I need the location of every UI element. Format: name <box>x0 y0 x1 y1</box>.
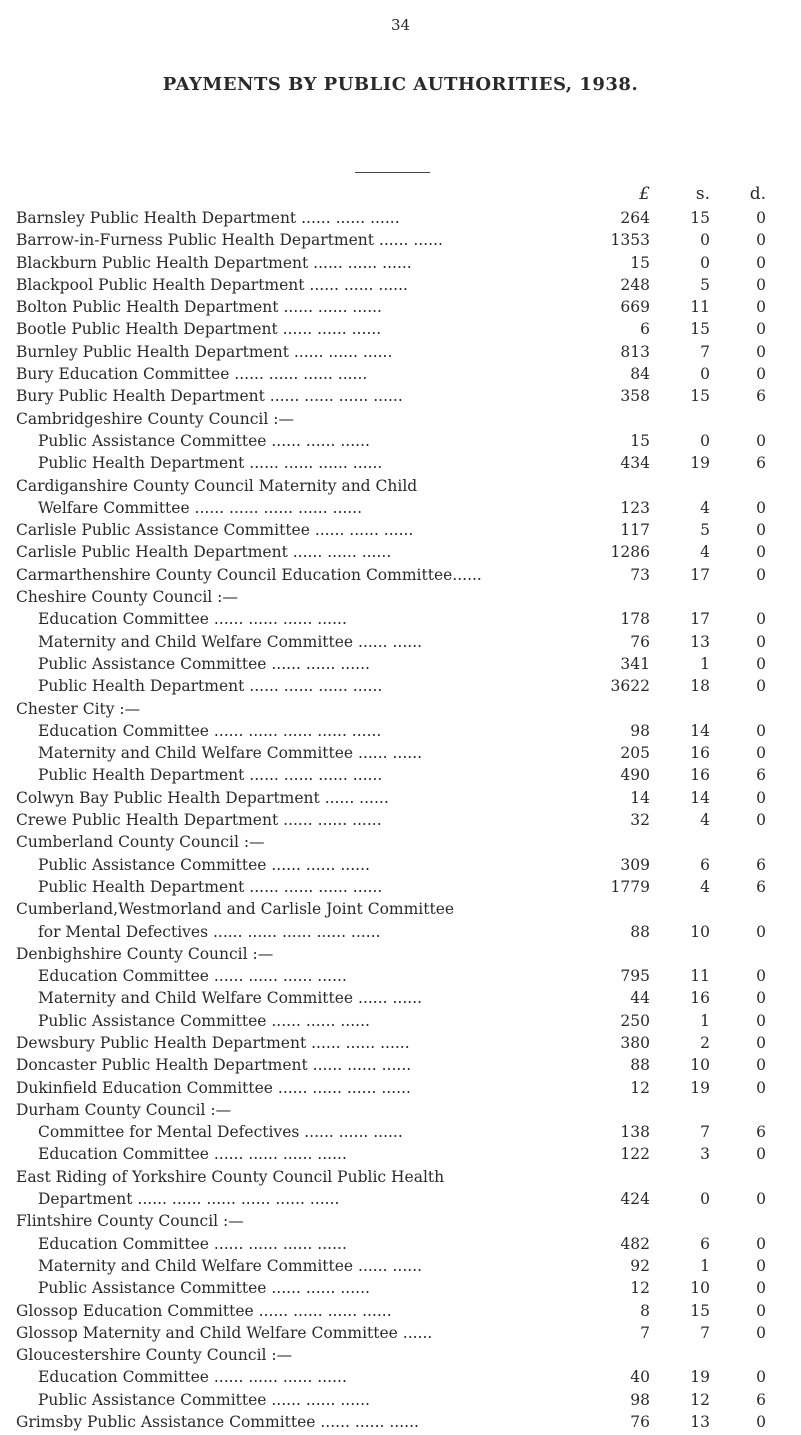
table-row <box>0 856 801 878</box>
shillings-value: 7 <box>700 1123 710 1142</box>
pence-value: 6 <box>756 1123 766 1142</box>
pounds-value: 44 <box>630 989 650 1008</box>
table-row <box>0 477 801 499</box>
payment-authority-label: Public Health Department ...... ...... ...... ...... <box>38 454 383 473</box>
table-row <box>0 1413 801 1435</box>
pounds-value: 1779 <box>610 877 650 896</box>
payment-authority-label: Doncaster Public Health Department ...... ...... ...... <box>16 1056 412 1075</box>
shillings-value: 19 <box>690 454 710 473</box>
shillings-value: 0 <box>700 253 710 272</box>
pounds-value: 358 <box>620 387 650 406</box>
pence-value: 0 <box>756 365 766 384</box>
pounds-value: 122 <box>620 1145 650 1164</box>
table-row <box>0 1391 801 1413</box>
table-row <box>0 410 801 432</box>
pounds-value: 32 <box>630 811 650 830</box>
pounds-value: 380 <box>620 1033 650 1052</box>
table-row <box>0 967 801 989</box>
pounds-value: 15 <box>630 431 650 450</box>
pounds-value: 813 <box>620 342 650 361</box>
page-number: 34 <box>390 16 411 34</box>
pounds-value: 12 <box>630 1078 650 1097</box>
pence-value: 0 <box>756 677 766 696</box>
shillings-value: 0 <box>700 431 710 450</box>
payment-authority-label: East Riding of Yorkshire County Council Public Health <box>16 1167 445 1186</box>
shillings-value: 0 <box>700 1190 710 1209</box>
payment-authority-label: Public Assistance Committee ...... ...... ...... <box>38 1011 370 1030</box>
payment-authority-label: Department ...... ...... ...... ...... ...... ...... <box>38 1190 340 1209</box>
pence-value: 0 <box>756 1413 766 1432</box>
shillings-value: 18 <box>690 677 710 696</box>
table-row <box>0 633 801 655</box>
table-row <box>0 454 801 476</box>
payment-authority-label: Bootle Public Health Department ...... ...... ...... <box>16 320 382 339</box>
shillings-value: 0 <box>700 365 710 384</box>
payment-authority-label: Bolton Public Health Department ...... ...... ...... <box>16 298 382 317</box>
shillings-value: 15 <box>690 320 710 339</box>
shillings-value: 6 <box>700 855 710 874</box>
payment-authority-label: Denbighshire County Council :— <box>16 944 274 963</box>
pence-value: 0 <box>756 275 766 294</box>
table-row <box>0 744 801 766</box>
table-row <box>0 343 801 365</box>
shillings-value: 10 <box>690 1056 710 1075</box>
table-row <box>0 432 801 454</box>
payment-authority-label: Chester City :— <box>16 699 141 718</box>
payment-authority-label: Maternity and Child Welfare Committee ...... ...... <box>38 744 423 763</box>
table-row <box>0 276 801 298</box>
pence-value: 0 <box>756 1033 766 1052</box>
pence-value: 0 <box>756 1256 766 1275</box>
pounds-value: 14 <box>630 788 650 807</box>
shillings-value: 7 <box>700 342 710 361</box>
pence-value: 6 <box>756 766 766 785</box>
shillings-value: 15 <box>690 209 710 227</box>
payment-authority-label: Public Assistance Committee ...... ...... ...... <box>38 855 370 874</box>
payment-authority-label: Education Committee ...... ...... ...... ...... <box>38 1368 347 1387</box>
payment-authority-label: Dukinfield Education Committee ...... ...... ...... ...... <box>16 1078 411 1097</box>
table-row <box>0 1101 801 1123</box>
pence-value: 0 <box>756 1301 766 1320</box>
pence-value: 0 <box>756 1145 766 1164</box>
table-row <box>0 1079 801 1101</box>
payment-authority-label: Maternity and Child Welfare Committee ...... ...... <box>38 1256 423 1275</box>
pence-value: 0 <box>756 521 766 540</box>
shillings-column-header: s. <box>695 184 710 204</box>
payment-authority-label: Cheshire County Council :— <box>16 588 238 607</box>
table-row <box>0 1012 801 1034</box>
shillings-value: 11 <box>690 298 710 317</box>
table-row <box>0 722 801 744</box>
pence-value: 0 <box>756 989 766 1008</box>
shillings-value: 16 <box>690 989 710 1008</box>
payment-authority-label: Public Health Department ...... ...... ...... ...... <box>38 766 383 785</box>
shillings-value: 13 <box>690 1413 710 1432</box>
shillings-value: 10 <box>690 922 710 941</box>
payment-authority-label: Blackpool Public Health Department ...... ...... ...... <box>16 275 408 294</box>
pence-value: 6 <box>756 855 766 874</box>
table-row <box>0 1324 801 1346</box>
shillings-value: 4 <box>700 877 710 896</box>
pence-value: 0 <box>756 565 766 584</box>
shillings-value: 16 <box>690 744 710 763</box>
pence-value: 0 <box>756 342 766 361</box>
table-row <box>0 1123 801 1145</box>
payment-authority-label: Carlisle Public Assistance Committee ...... ...... ...... <box>16 521 414 540</box>
shillings-value: 5 <box>700 521 710 540</box>
pence-value: 0 <box>756 632 766 651</box>
payment-authority-label: Education Committee ...... ...... ...... ...... <box>38 610 347 629</box>
title-rule <box>355 172 430 173</box>
pounds-value: 8 <box>640 1301 650 1320</box>
pounds-value: 490 <box>620 766 650 785</box>
shillings-value: 7 <box>700 1323 710 1342</box>
pence-value: 0 <box>756 498 766 517</box>
pence-value: 0 <box>756 1190 766 1209</box>
table-row <box>0 1145 801 1167</box>
shillings-value: 10 <box>690 1279 710 1298</box>
table-row <box>0 320 801 342</box>
pounds-value: 76 <box>630 632 650 651</box>
pounds-value: 3622 <box>610 677 650 696</box>
pence-value: 0 <box>756 1279 766 1298</box>
table-row <box>0 588 801 610</box>
table-row <box>0 1257 801 1279</box>
shillings-value: 4 <box>700 543 710 562</box>
payment-authority-label: Carmarthenshire County Council Education Committee...... <box>16 565 482 584</box>
pounds-value: 424 <box>620 1190 650 1209</box>
pence-value: 0 <box>756 967 766 986</box>
pounds-value: 669 <box>620 298 650 317</box>
payment-authority-label: Bury Public Health Department ...... ...... ...... ...... <box>16 387 403 406</box>
shillings-value: 1 <box>700 1011 710 1030</box>
pounds-value: 12 <box>630 1279 650 1298</box>
table-row <box>0 387 801 409</box>
pence-value: 0 <box>756 1056 766 1075</box>
payment-authority-label: Education Committee ...... ...... ...... ...... <box>38 1145 347 1164</box>
pounds-value: 84 <box>630 365 650 384</box>
shillings-value: 14 <box>690 788 710 807</box>
table-row <box>0 878 801 900</box>
pounds-value: 7 <box>640 1323 650 1342</box>
shillings-value: 1 <box>700 654 710 673</box>
payment-authority-label: Cumberland County Council :— <box>16 833 265 852</box>
shillings-value: 6 <box>700 1234 710 1253</box>
pounds-value: 482 <box>620 1234 650 1253</box>
shillings-value: 13 <box>690 632 710 651</box>
pounds-value: 88 <box>630 922 650 941</box>
shillings-value: 3 <box>700 1145 710 1164</box>
pence-value: 0 <box>756 1323 766 1342</box>
pence-value: 6 <box>756 877 766 896</box>
pence-value: 0 <box>756 721 766 740</box>
pence-value: 0 <box>756 253 766 272</box>
payment-authority-label: Crewe Public Health Department ...... ...... ...... <box>16 811 382 830</box>
pounds-value: 205 <box>620 744 650 763</box>
payment-authority-label: Dewsbury Public Health Department ...... ...... ...... <box>16 1033 410 1052</box>
table-row <box>0 1056 801 1078</box>
pounds-value: 795 <box>620 967 650 986</box>
pence-value: 0 <box>756 788 766 807</box>
table-row <box>0 254 801 276</box>
table-row <box>0 1034 801 1056</box>
payment-authority-label: Grimsby Public Assistance Committee ...... ...... ...... <box>16 1413 419 1432</box>
pence-value: 0 <box>756 298 766 317</box>
pounds-column-header: £ <box>639 184 650 204</box>
pounds-value: 40 <box>630 1368 650 1387</box>
shillings-value: 5 <box>700 275 710 294</box>
pounds-value: 98 <box>630 1390 650 1409</box>
payment-authority-label: Blackburn Public Health Department ...... ...... ...... <box>16 253 412 272</box>
pence-value: 6 <box>756 387 766 406</box>
shillings-value: 4 <box>700 498 710 517</box>
payment-authority-label: Maternity and Child Welfare Committee ...... ...... <box>38 632 423 651</box>
pounds-value: 341 <box>620 654 650 673</box>
table-row <box>0 231 801 253</box>
table-row <box>0 677 801 699</box>
pence-value: 0 <box>756 744 766 763</box>
table-row <box>0 900 801 922</box>
payments-table <box>0 209 801 1435</box>
pence-value: 0 <box>756 1368 766 1387</box>
payment-authority-label: Durham County Council :— <box>16 1100 232 1119</box>
payment-authority-label: Committee for Mental Defectives ...... ...... ...... <box>38 1123 403 1142</box>
pounds-value: 98 <box>630 721 650 740</box>
payment-authority-label: Public Assistance Committee ...... ...... ...... <box>38 1279 370 1298</box>
pence-value: 0 <box>756 610 766 629</box>
table-row <box>0 766 801 788</box>
shillings-value: 17 <box>690 565 710 584</box>
table-row <box>0 811 801 833</box>
payment-authority-label: Burnley Public Health Department ...... ...... ...... <box>16 342 393 361</box>
shillings-value: 12 <box>690 1390 710 1409</box>
pence-value: 0 <box>756 922 766 941</box>
pence-value: 0 <box>756 231 766 250</box>
table-row <box>0 1302 801 1324</box>
pence-column-header: d. <box>749 184 766 204</box>
table-row <box>0 945 801 967</box>
pence-value: 0 <box>756 1234 766 1253</box>
payment-authority-label: Bury Education Committee ...... ...... ...... ...... <box>16 365 368 384</box>
pounds-value: 138 <box>620 1123 650 1142</box>
payment-authority-label: Cambridgeshire County Council :— <box>16 409 294 428</box>
pounds-value: 76 <box>630 1413 650 1432</box>
shillings-value: 19 <box>690 1368 710 1387</box>
payment-authority-label: Public Assistance Committee ...... ...... ...... <box>38 654 370 673</box>
table-row <box>0 1346 801 1368</box>
pounds-value: 1353 <box>610 231 650 250</box>
pounds-value: 6 <box>640 320 650 339</box>
table-row <box>0 209 801 231</box>
payment-authority-label: Public Assistance Committee ...... ...... ...... <box>38 1390 370 1409</box>
pence-value: 0 <box>756 654 766 673</box>
pence-value: 0 <box>756 209 766 227</box>
payment-authority-label: Public Health Department ...... ...... ...... ...... <box>38 877 383 896</box>
pounds-value: 434 <box>620 454 650 473</box>
payment-authority-label: Welfare Committee ...... ...... ...... ...... ...... <box>38 498 363 517</box>
table-row <box>0 566 801 588</box>
table-row <box>0 923 801 945</box>
payment-authority-label: Cardiganshire County Council Maternity and Child <box>16 476 418 495</box>
table-row <box>0 298 801 320</box>
payment-authority-label: Public Health Department ...... ...... ...... ...... <box>38 677 383 696</box>
table-row <box>0 1235 801 1257</box>
table-row <box>0 521 801 543</box>
table-row <box>0 833 801 855</box>
payment-authority-label: Colwyn Bay Public Health Department ...... ...... <box>16 788 389 807</box>
page-title: PAYMENTS BY PUBLIC AUTHORITIES, 1938. <box>162 74 639 95</box>
payment-authority-label: for Mental Defectives ...... ...... ...... ...... ...... <box>38 922 381 941</box>
pence-value: 0 <box>756 811 766 830</box>
table-row <box>0 543 801 565</box>
payment-authority-label: Education Committee ...... ...... ...... ...... <box>38 1234 347 1253</box>
payment-authority-label: Education Committee ...... ...... ...... ...... <box>38 967 347 986</box>
pounds-value: 15 <box>630 253 650 272</box>
pounds-value: 92 <box>630 1256 650 1275</box>
pence-value: 0 <box>756 431 766 450</box>
shillings-value: 17 <box>690 610 710 629</box>
pounds-value: 250 <box>620 1011 650 1030</box>
pence-value: 0 <box>756 1078 766 1097</box>
payment-authority-label: Barrow-in-Furness Public Health Department ...... ...... <box>16 231 443 250</box>
shillings-value: 4 <box>700 811 710 830</box>
pence-value: 6 <box>756 1390 766 1409</box>
shillings-value: 16 <box>690 766 710 785</box>
shillings-value: 15 <box>690 387 710 406</box>
pounds-value: 264 <box>620 209 650 227</box>
table-row <box>0 655 801 677</box>
table-row <box>0 499 801 521</box>
payment-authority-label: Barnsley Public Health Department ...... ...... ...... <box>16 209 400 227</box>
pence-value: 0 <box>756 543 766 562</box>
table-row <box>0 365 801 387</box>
pounds-value: 88 <box>630 1056 650 1075</box>
payment-authority-label: Glossop Education Committee ...... ...... ...... ...... <box>16 1301 392 1320</box>
pence-value: 0 <box>756 1011 766 1030</box>
payment-authority-label: Maternity and Child Welfare Committee ...... ...... <box>38 989 423 1008</box>
shillings-value: 19 <box>690 1078 710 1097</box>
pounds-value: 73 <box>630 565 650 584</box>
table-row <box>0 1190 801 1212</box>
table-row <box>0 789 801 811</box>
pounds-value: 309 <box>620 855 650 874</box>
pounds-value: 1286 <box>610 543 650 562</box>
payment-authority-label: Gloucestershire County Council :— <box>16 1346 293 1365</box>
pounds-value: 248 <box>620 275 650 294</box>
shillings-value: 2 <box>700 1033 710 1052</box>
payment-authority-label: Carlisle Public Health Department ...... ...... ...... <box>16 543 392 562</box>
shillings-value: 1 <box>700 1256 710 1275</box>
pounds-value: 123 <box>620 498 650 517</box>
pounds-value: 117 <box>620 521 650 540</box>
shillings-value: 14 <box>690 721 710 740</box>
table-row <box>0 1368 801 1390</box>
shillings-value: 11 <box>690 967 710 986</box>
payment-authority-label: Flintshire County Council :— <box>16 1212 244 1231</box>
payment-authority-label: Education Committee ...... ...... ...... ...... ...... <box>38 721 382 740</box>
payment-authority-label: Glossop Maternity and Child Welfare Committee ...... <box>16 1323 433 1342</box>
pounds-value: 178 <box>620 610 650 629</box>
payment-authority-label: Cumberland,Westmorland and Carlisle Joint Committee <box>16 900 455 919</box>
pence-value: 0 <box>756 320 766 339</box>
table-row <box>0 1212 801 1234</box>
table-row <box>0 1168 801 1190</box>
shillings-value: 0 <box>700 231 710 250</box>
pence-value: 6 <box>756 454 766 473</box>
table-row <box>0 1279 801 1301</box>
table-row <box>0 989 801 1011</box>
payment-authority-label: Public Assistance Committee ...... ...... ...... <box>38 431 370 450</box>
shillings-value: 15 <box>690 1301 710 1320</box>
table-row <box>0 700 801 722</box>
table-row <box>0 610 801 632</box>
